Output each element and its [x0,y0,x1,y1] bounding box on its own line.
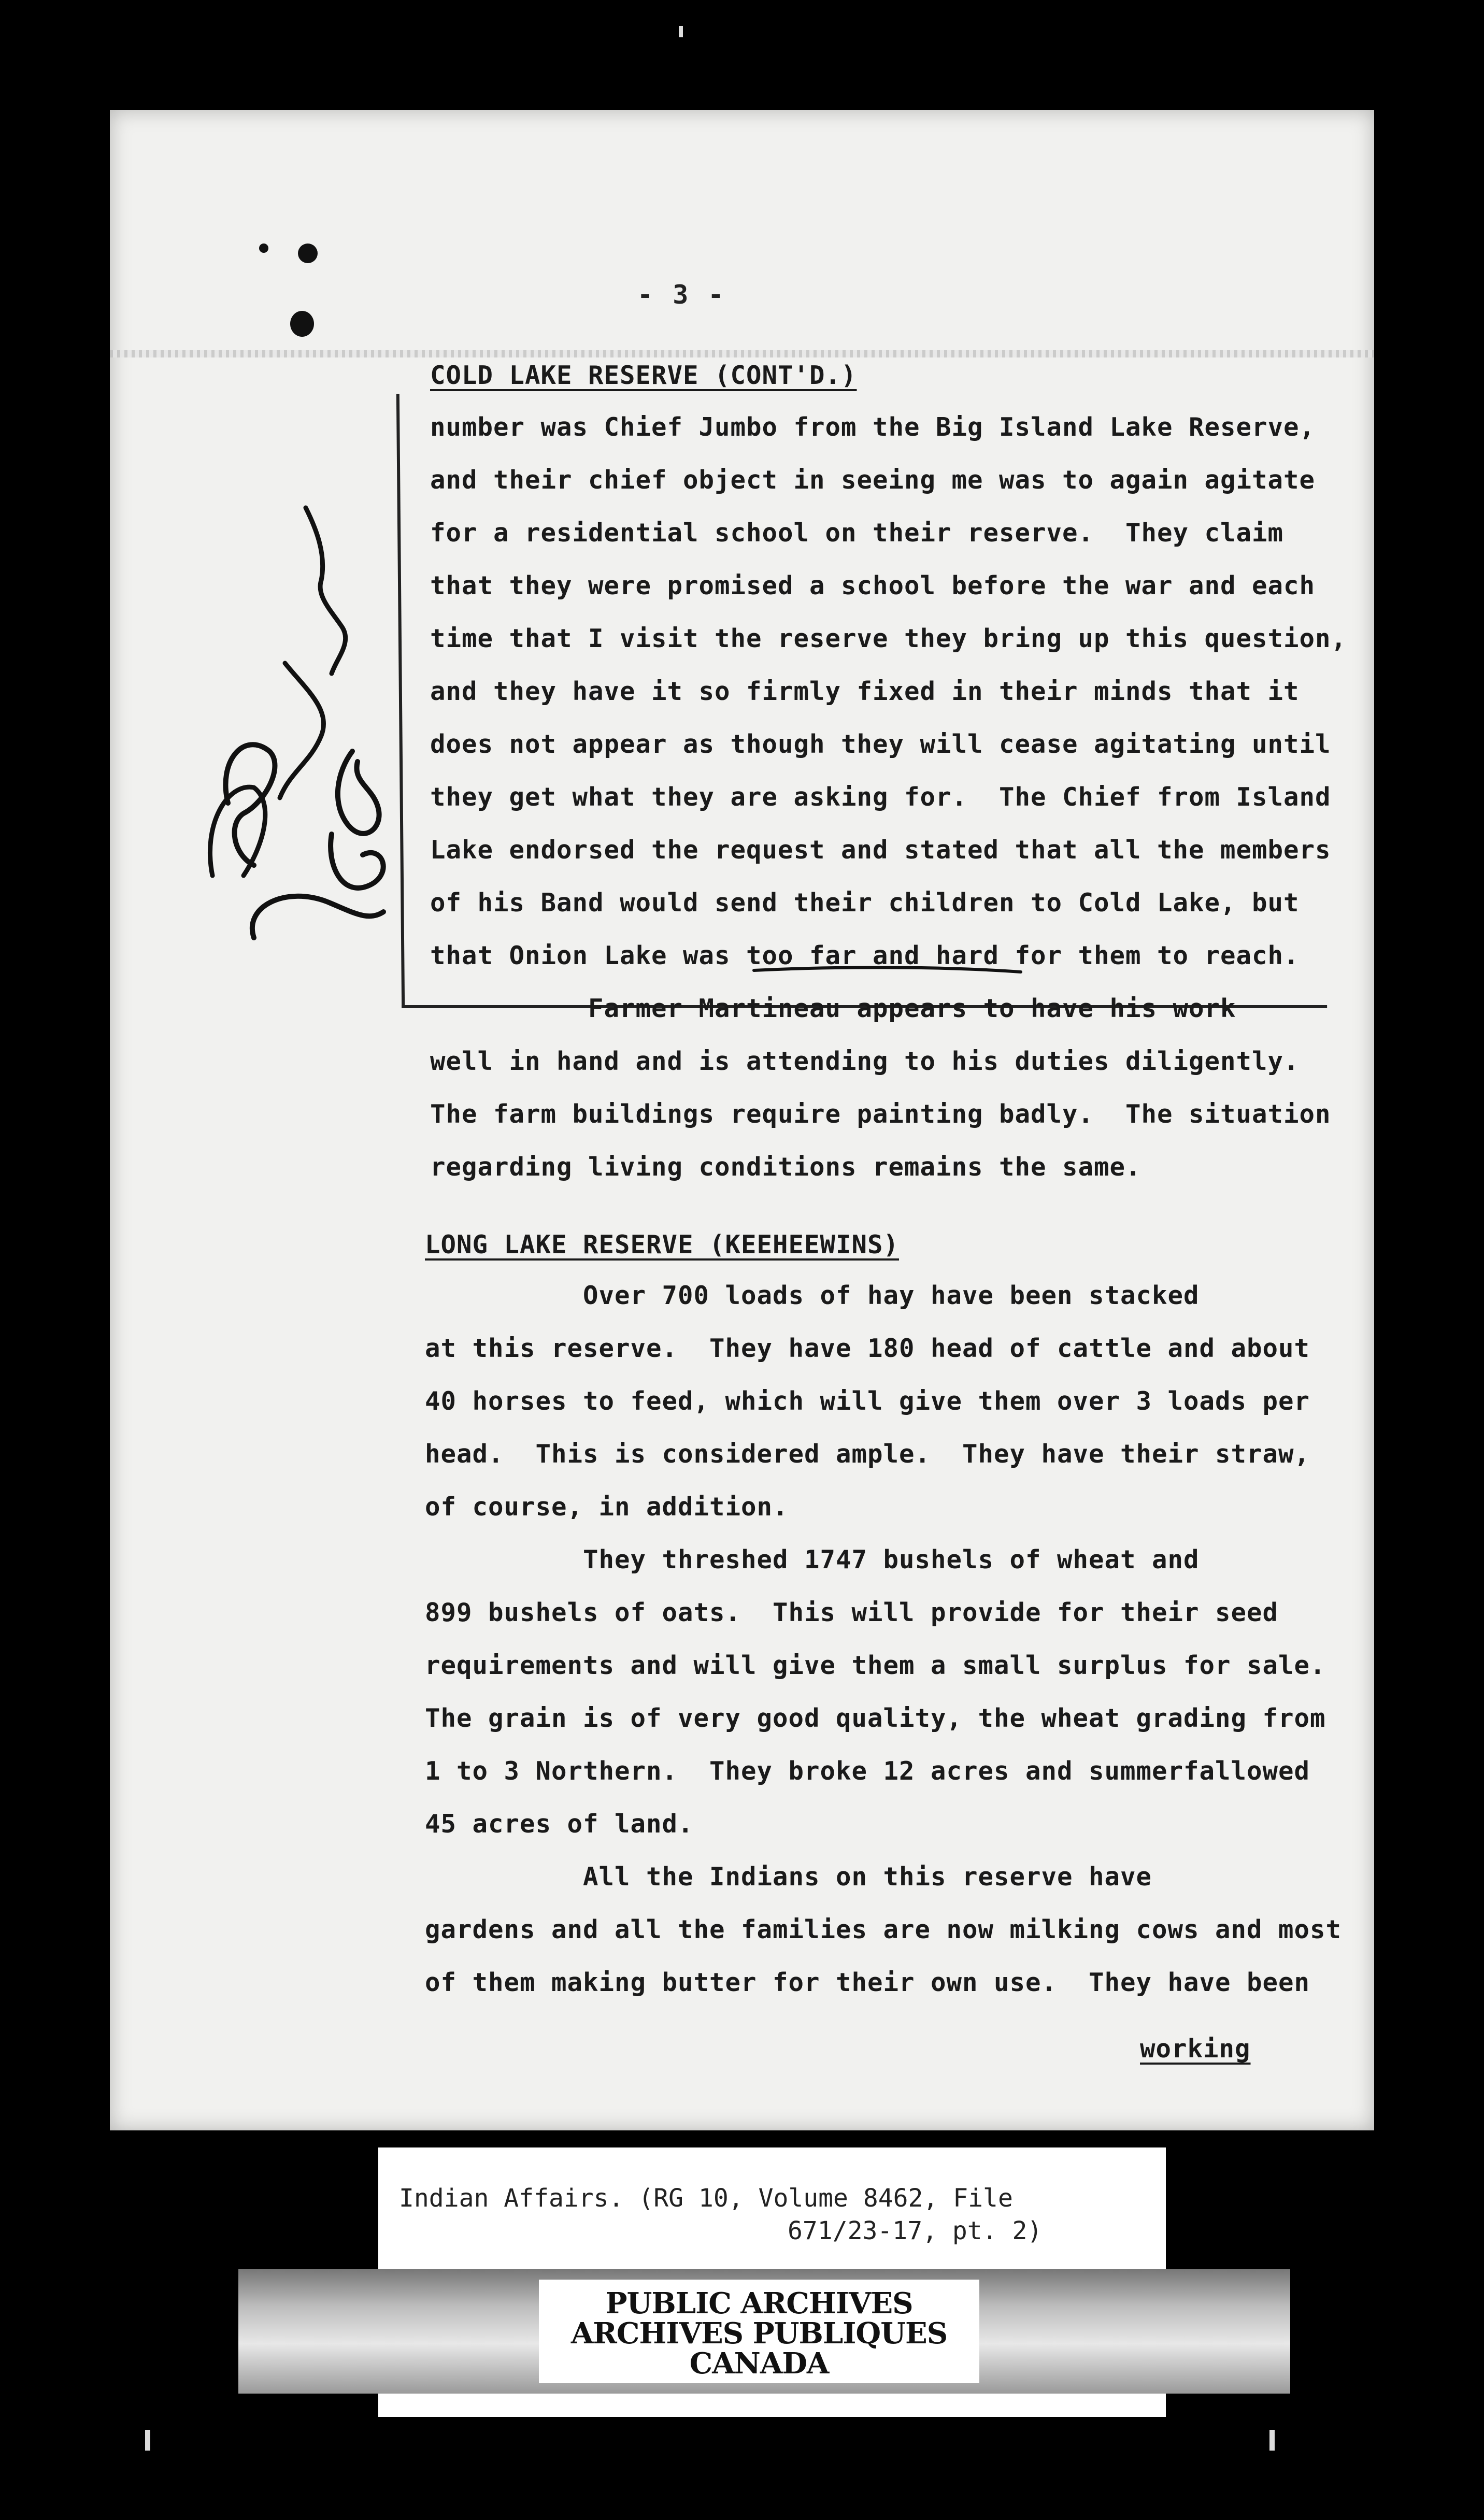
section-heading-long-lake: LONG LAKE RESERVE (KEEHEEWINS) [425,1230,900,1259]
text-line: of course, in addition. [425,1492,789,1522]
text-line: 45 acres of land. [425,1809,694,1839]
text-line: gardens and all the families are now milking cows and most [425,1915,1342,1944]
text-line: head. This is considered ample. They have their straw, [425,1439,1310,1469]
punch-hole-bottom [290,311,314,337]
punch-hole-dot [259,244,268,253]
text-line: The grain is of very good quality, the wheat grading from [425,1703,1326,1733]
stamp-line-3: CANADA [689,2346,829,2381]
text-line: Farmer Martineau appears to have his work [430,994,1236,1023]
catchword: working [1140,2034,1251,2064]
text-line: and they have it so firmly fixed in their minds that it [430,677,1300,706]
stamp-line-1: PUBLIC ARCHIVES [605,2286,913,2321]
citation-line-2: 671/23-17, pt. 2) [788,2216,1043,2245]
text-line: number was Chief Jumbo from the Big Island Lake Reserve, [430,412,1316,442]
text-line: time that I visit the reserve they bring up this question, [430,624,1347,653]
text-line: 899 bushels of oats. This will provide for their seed [425,1598,1279,1627]
text-line: at this reserve. They have 180 head of cattle and about [425,1334,1310,1363]
text-line: requirements and will give them a small surplus for sale. [425,1651,1326,1680]
text-line: well in hand and is attending to his duties diligently. [430,1047,1300,1076]
punch-hole-top [298,244,318,263]
film-speck [145,2430,150,2451]
text-line: does not appear as though they will cease agitating until [430,729,1331,759]
text-line: that Onion Lake was too far and hard for them to reach. [430,941,1300,970]
film-speck [1269,2430,1275,2451]
text-line: of them making butter for their own use. They have been [425,1968,1310,1997]
text-line: they get what they are asking for. The Chief from Island [430,782,1331,812]
text-line: Lake endorsed the request and stated that all the members [430,835,1331,865]
citation-line-1: Indian Affairs. (RG 10, Volume 8462, File [399,2184,1013,2213]
text-line: for a residential school on their reserve. They claim [430,518,1284,548]
text-line: 40 horses to feed, which will give them over 3 loads per [425,1386,1310,1416]
text-line: All the Indians on this reserve have [425,1862,1152,1892]
text-line: They threshed 1747 bushels of wheat and [425,1545,1200,1574]
film-speck [679,26,683,37]
text-line: 1 to 3 Northern. They broke 12 acres and summerfallowed [425,1756,1310,1786]
text-line: The farm buildings require painting badly. The situation [430,1099,1331,1129]
stamp-line-2: ARCHIVES PUBLIQUES [570,2316,948,2351]
scan-divider [110,350,1374,357]
text-line: that they were promised a school before the war and each [430,571,1316,600]
text-line: and their chief object in seeing me was to again agitate [430,465,1316,495]
underline-far-and-hard [751,963,1026,978]
text-line: regarding living conditions remains the same. [430,1152,1141,1182]
text-line: Over 700 loads of hay have been stacked [425,1281,1200,1310]
section-heading-cold-lake: COLD LAKE RESERVE (CONT'D.) [430,361,857,390]
page-number: - 3 - [637,280,726,310]
text-line: of his Band would send their children to Cold Lake, but [430,888,1300,918]
handwritten-annotation [197,492,415,958]
